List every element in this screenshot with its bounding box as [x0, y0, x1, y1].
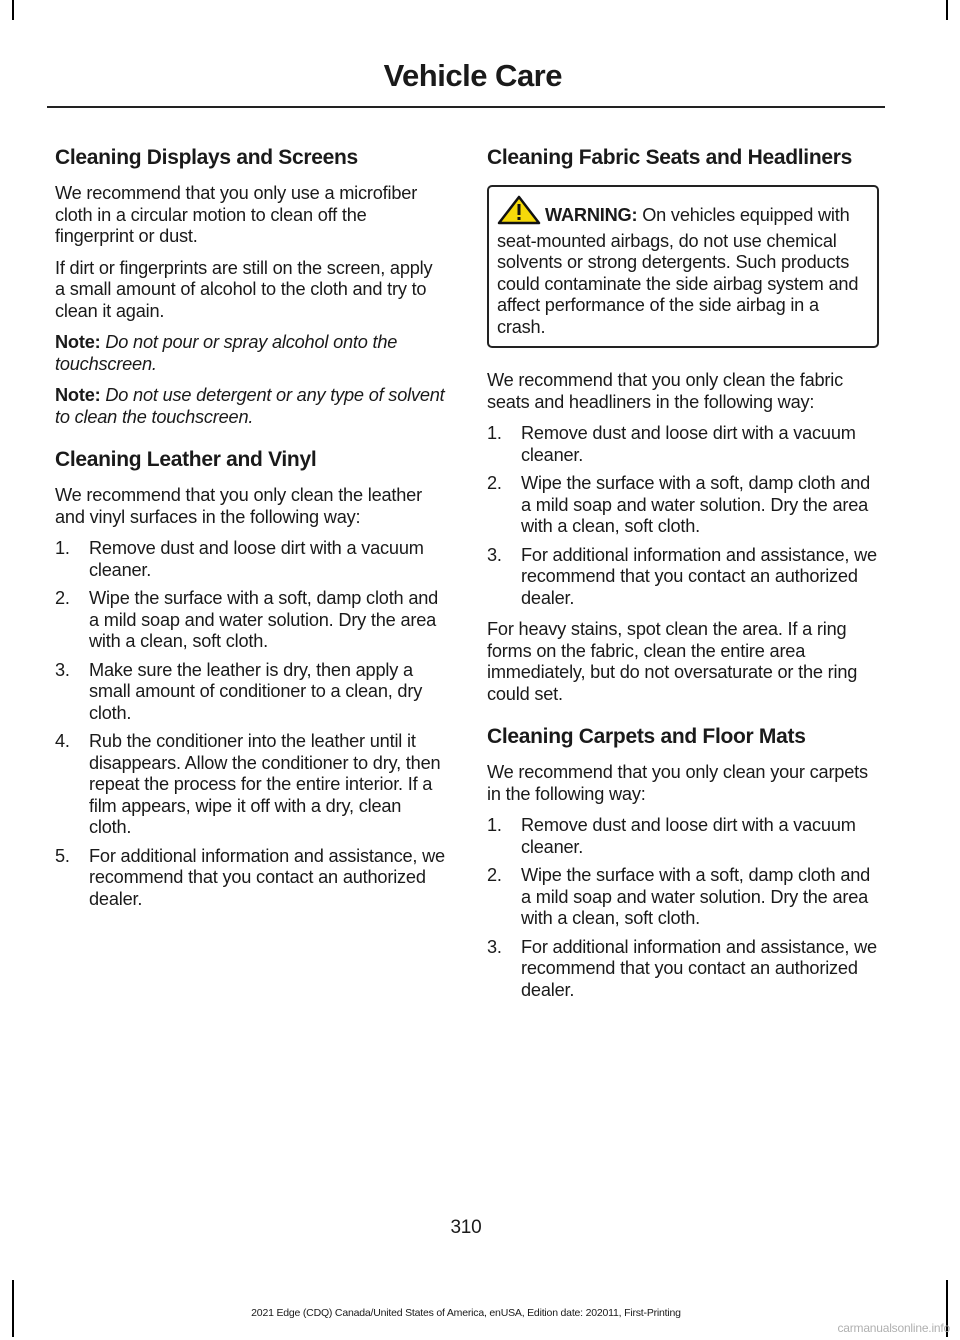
fabric-stains-paragraph: For heavy stains, spot clean the area. If a ring forms on the fabric, clean the entire area immediately, but do not oversaturate or the ring could set. [487, 619, 858, 704]
list-item [487, 815, 879, 858]
displays-paragraph-1: We recommend that you only use a microfiber cloth in a circular motion to clean off the fingerprint or dust. [55, 183, 418, 246]
list-item [487, 865, 879, 930]
crop-mark-top-right [946, 0, 948, 20]
warning-triangle-icon [497, 195, 541, 231]
step-number: 3. [487, 544, 502, 565]
page-title: Vehicle Care [383, 58, 562, 93]
step-text: For additional information and assistance, we recommend that you contact an authorized dealer. [89, 845, 445, 909]
header-divider [47, 106, 885, 108]
step-number: 3. [487, 936, 502, 957]
carpets-intro: We recommend that you only clean your carpets in the following way: [487, 762, 868, 804]
step-text: For additional information and assistance, we recommend that you contact an authorized dealer. [521, 936, 877, 1000]
step-text: Make sure the leather is dry, then apply a small amount of conditioner to a clean, dry cloth. [89, 659, 423, 723]
step-number: 2. [55, 588, 70, 608]
list-item [55, 846, 447, 911]
list-item [487, 937, 879, 1002]
carpets-steps-list [487, 815, 879, 1001]
warning-label: WARNING: [545, 205, 638, 225]
step-number: 1. [487, 423, 502, 443]
list-item [55, 588, 447, 653]
step-text: Wipe the surface with a soft, damp cloth and a mild soap and water solution. Dry the area with a clean, soft cloth. [89, 588, 439, 651]
displays-heading: Cleaning Displays and Screens [55, 146, 358, 169]
list-item [55, 731, 447, 839]
page-number: 310 [450, 1217, 482, 1238]
list-item [487, 545, 879, 610]
right-column [487, 146, 879, 1011]
step-number: 2. [487, 473, 502, 493]
step-number: 4. [55, 731, 70, 751]
fabric-heading: Cleaning Fabric Seats and Headliners [487, 146, 852, 169]
step-number: 1. [55, 538, 70, 558]
step-text: Remove dust and loose dirt with a vacuum cleaner. [89, 538, 424, 580]
step-number: 2. [487, 865, 502, 885]
step-text: Remove dust and loose dirt with a vacuum cleaner. [521, 815, 856, 857]
fabric-intro: We recommend that you only clean the fabric seats and headliners in the following way: [487, 370, 844, 412]
leather-heading: Cleaning Leather and Vinyl [55, 448, 317, 471]
note-label: Note: [55, 385, 101, 405]
watermark: carmanualsonline.info [837, 1321, 950, 1335]
step-text: Wipe the surface with a soft, damp cloth and a mild soap and water solution. Dry the area with a clean, soft cloth. [521, 473, 871, 536]
step-text: Rub the conditioner into the leather until it disappears. Allow the conditioner to dry, then repeat the process for the entire interior. If a film appears, wipe it off with a dry, clean cloth. [89, 731, 441, 837]
note-text: Do not pour or spray alcohol onto the touchscreen. [55, 332, 398, 374]
step-number: 1. [487, 815, 502, 835]
note-label: Note: [55, 332, 101, 352]
step-text: For additional information and assistance, we recommend that you contact an authorized dealer. [521, 544, 877, 608]
displays-note-1 [55, 332, 447, 375]
step-number: 5. [55, 845, 70, 866]
warning-triangle-svg [497, 195, 541, 225]
fabric-steps-list [487, 423, 879, 609]
step-text: Remove dust and loose dirt with a vacuum cleaner. [521, 423, 856, 465]
displays-paragraph-2: If dirt or fingerprints are still on the screen, apply a small amount of alcohol to the cloth and try to clean it again. [55, 257, 433, 321]
crop-mark-top-left [12, 0, 14, 20]
displays-note-2 [55, 385, 447, 428]
step-text: Wipe the surface with a soft, damp cloth and a mild soap and water solution. Dry the area with a clean, soft cloth. [521, 865, 871, 928]
warning-box [487, 185, 879, 348]
list-item [487, 423, 879, 466]
leather-intro: We recommend that you only clean the leather and vinyl surfaces in the following way: [55, 485, 422, 527]
list-item [487, 473, 879, 538]
leather-steps-list [55, 538, 447, 910]
edition-footer: 2021 Edge (CDQ) Canada/United States of America, enUSA, Edition date: 202011, First-Printing [251, 1307, 681, 1319]
list-item [55, 538, 447, 581]
warning-text: On vehicles equipped with seat-mounted airbags, do not use chemical solvents or strong detergents. Such products could contaminate the side airbag system and affect performance of the side airbag in a crash. [497, 205, 859, 337]
carpets-heading: Cleaning Carpets and Floor Mats [487, 725, 806, 748]
note-text: Do not use detergent or any type of solvent to clean the touchscreen. [55, 385, 445, 427]
step-number: 3. [55, 659, 70, 680]
list-item [55, 660, 447, 725]
left-column [55, 146, 447, 920]
